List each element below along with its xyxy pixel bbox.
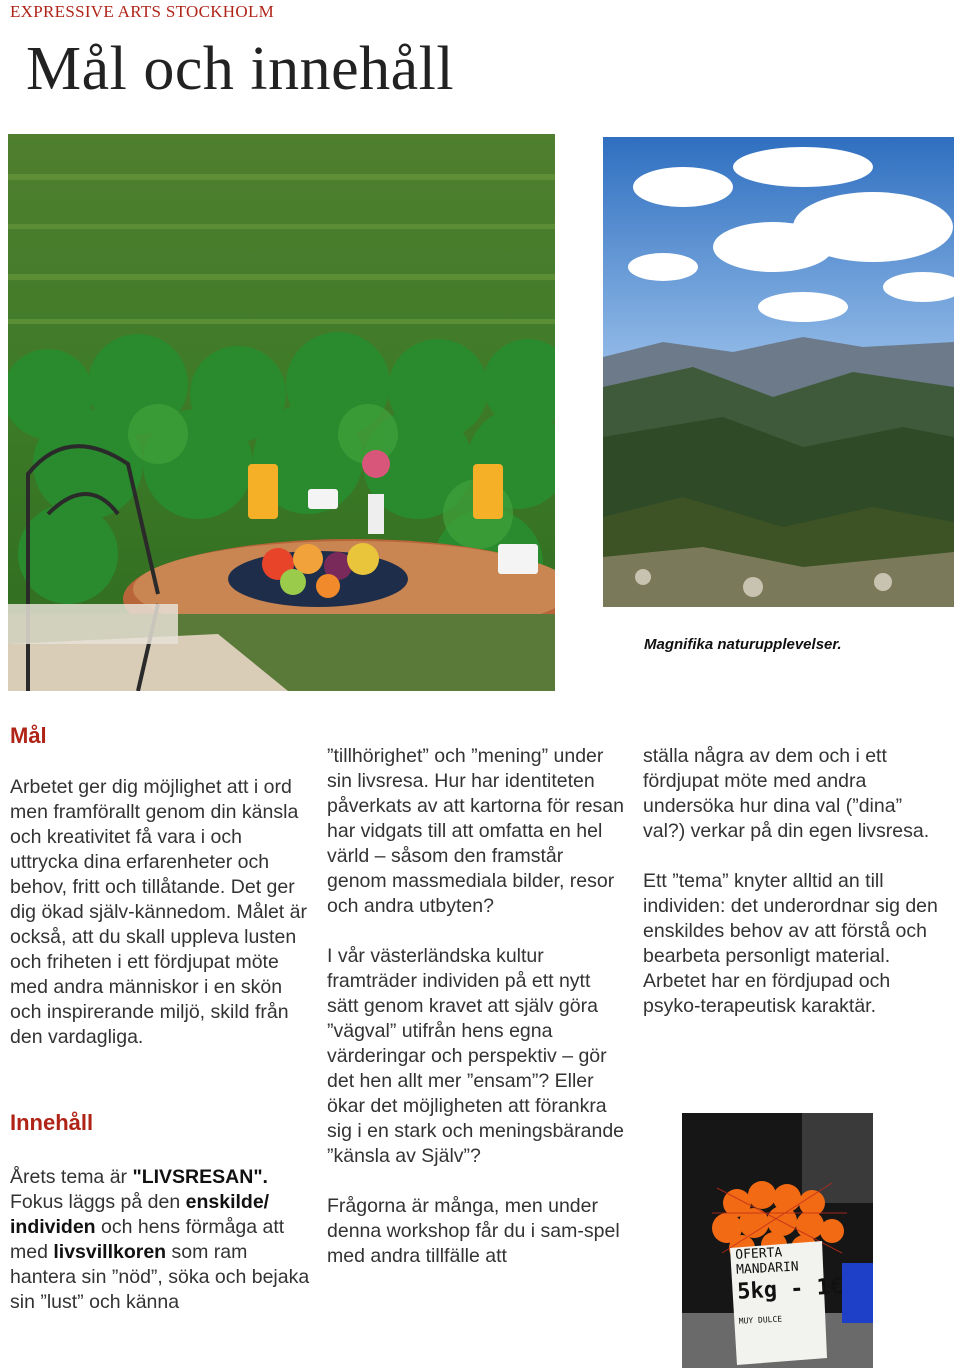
breakfast-table-photo bbox=[8, 134, 555, 691]
sign-line-2: MANDARIN bbox=[735, 1259, 800, 1278]
column2-paragraph-3: Frågorna är många, men under denna workshop får du i sam-spel med andra tillfälle att bbox=[327, 1195, 620, 1267]
column3-paragraph-2: Ett ”tema” knyter alltid an till individen: det underordnar sig den enskildes behov av att förstå och bearbeta personligt material. Arbetet har en fördjupad och psyko-terapeutisk karaktär. bbox=[643, 870, 938, 1017]
goal-heading: Mål bbox=[10, 723, 47, 748]
theme-intro: Årets tema är bbox=[10, 1166, 133, 1188]
goal-text bbox=[10, 775, 310, 1050]
column-3 bbox=[643, 744, 943, 1019]
column3-paragraph-1: ställa några av dem och i ett fördjupat möte med andra undersöka hur dina val (”dina” val?) verkar på din egen livsresa. bbox=[643, 745, 930, 842]
focus-text: Fokus läggs på den bbox=[10, 1191, 186, 1213]
page-title: Mål och innehåll bbox=[26, 35, 455, 103]
goal-paragraph: Arbetet ger dig möjlighet att i ord men framförallt genom din känsla och kreativitet få vara i och uttrycka dina erfarenheter och behov, fritt och tillåtande. Det ger dig ökad själv-kännedom. Målet är också, att du skall uppleva lusten och friheten i ett fördjupat möte med andra människor i en skön och inspirerande miljö, skild från den vardagliga. bbox=[10, 776, 307, 1048]
content-paragraph bbox=[10, 1165, 316, 1315]
content-heading: Innehåll bbox=[10, 1110, 94, 1135]
content-text bbox=[10, 1165, 316, 1315]
mountain-landscape-photo bbox=[603, 137, 954, 607]
individual-term: enskilde/ individen bbox=[10, 1191, 270, 1238]
sign-small-text: MUY DULCE bbox=[738, 1314, 783, 1326]
organization-name: EXPRESSIVE ARTS STOCKHOLM bbox=[10, 2, 275, 21]
living-conditions-term: livsvillkoren bbox=[53, 1241, 167, 1263]
oranges-photo bbox=[682, 1113, 873, 1368]
photo-caption: Magnifika naturupplevelser. bbox=[644, 636, 842, 653]
theme-name: "LIVSRESAN". bbox=[132, 1166, 268, 1188]
column-2 bbox=[327, 744, 627, 1269]
content-ending: som ram hantera sin ”nöd”, söka och bejaka sin ”lust” och känna bbox=[10, 1241, 310, 1313]
sign-price: 5kg - 1€ bbox=[736, 1274, 844, 1305]
column2-paragraph-1: ”tillhörighet” och ”mening” under sin livsresa. Hur har identiteten påverkats av att kartorna för resan har vidgats till att omfatta en hel värld – såsom den framstår genom massmediala bilder, resor och andra utbyten? bbox=[327, 745, 624, 917]
ability-text: och hens förmåga att med bbox=[10, 1216, 285, 1263]
sign-text bbox=[735, 1242, 845, 1328]
sign-line-1: OFERTA bbox=[734, 1245, 783, 1263]
column2-paragraph-2: I vår västerländska kultur framträder individen på ett nytt sätt genom kravet att själv göra ”vägval” utifrån hens egna värderingar och perspektiv – gör det hen allt mer ”ensam”? Eller ökar det möjligheten att förankra sig i en stark och meningsbärande ”känsla av Själv”? bbox=[327, 945, 625, 1167]
